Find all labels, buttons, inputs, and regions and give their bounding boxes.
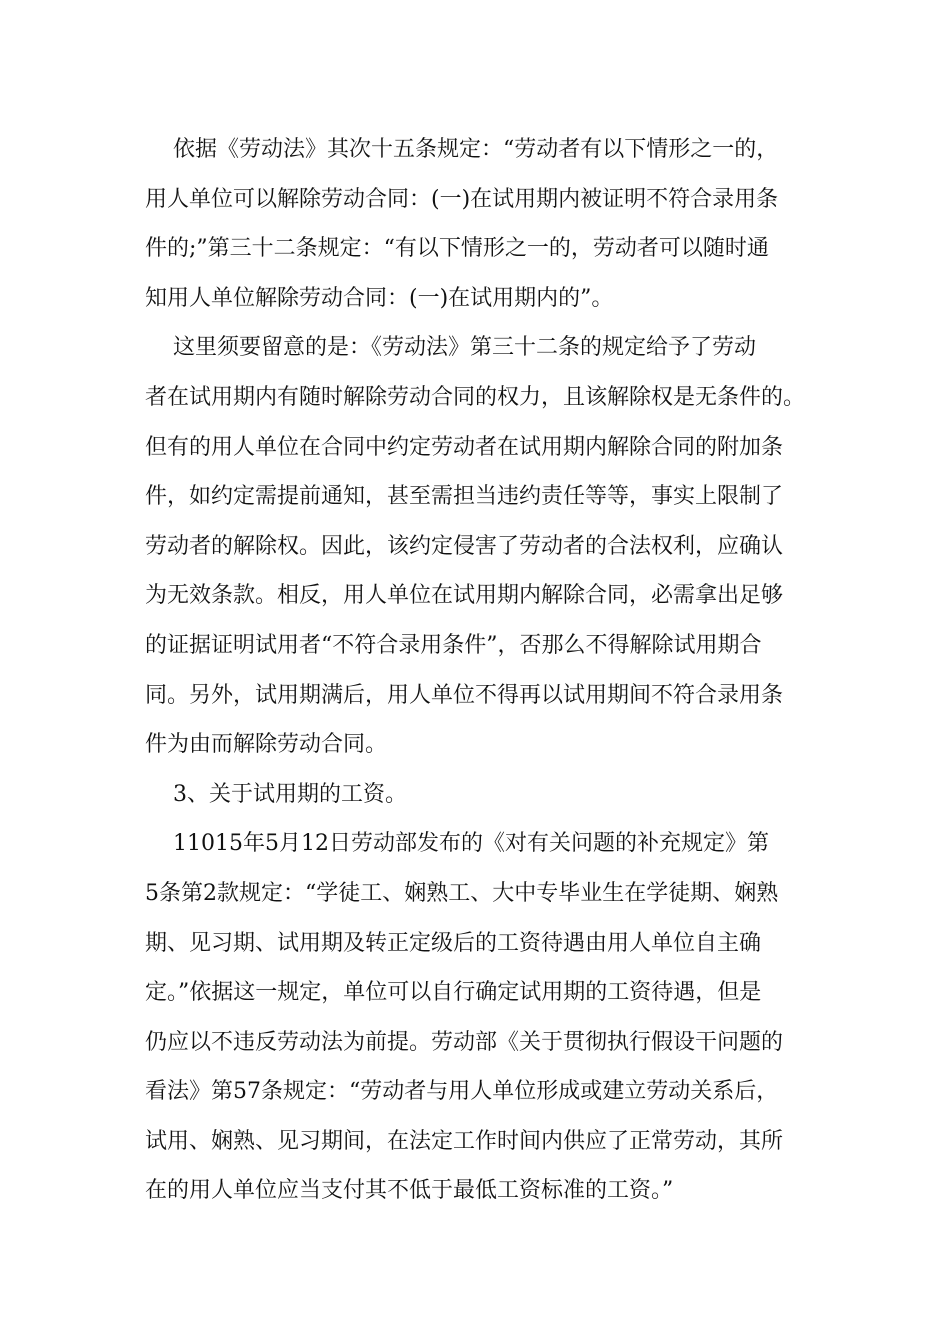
text-line: 5条第2款规定：“学徒工、娴熟工、大中专毕业生在学徒期、娴熟 [145,880,779,906]
text-line: 件，如约定需提前通知，甚至需担当违约责任等等，事实上限制了 [145,484,784,510]
text-line: 仍应以不违反劳动法为前提。劳动部《关于贯彻执行假设干问题的 [145,1029,784,1055]
text-line: 3、关于试用期的工资。 [145,781,407,807]
text-line: 件的;”第三十二条规定：“有以下情形之一的，劳动者可以随时通 [145,236,769,262]
text-line: 为无效条款。相反，用人单位在试用期内解除合同，必需拿出足够 [145,583,784,609]
text-line: 知用人单位解除劳动合同：(一)在试用期内的”。 [145,285,614,311]
text-line: 定。”依据这一规定，单位可以自行确定试用期的工资待遇，但是 [145,980,762,1006]
text-line: 同。另外，试用期满后，用人单位不得再以试用期间不符合录用条 [145,682,784,708]
text-line: 这里须要留意的是：《劳动法》第三十二条的规定给予了劳动 [145,335,756,361]
paragraph-2 [145,323,815,769]
text-line: 在的用人单位应当支付其不低于最低工资标准的工资。” [145,1178,674,1204]
text-line: 试用、娴熟、见习期间，在法定工作时间内供应了正常劳动，其所 [145,1128,784,1154]
text-line: 看法》第57条规定：“劳动者与用人单位形成或建立劳动关系后， [145,1079,779,1105]
section-heading [145,770,815,820]
paragraph-3 [145,819,815,1216]
text-line: 的证据证明试用者“不符合录用条件”，否那么不得解除试用期合 [145,632,762,658]
text-line: 期、见习期、试用期及转正定级后的工资待遇由用人单位自主确 [145,930,762,956]
text-line: 劳动者的解除权。因此，该约定侵害了劳动者的合法权利，应确认 [145,533,784,559]
text-line: 者在试用期内有随时解除劳动合同的权力，且该解除权是无条件的。 [145,384,806,410]
paragraph-1 [145,125,815,323]
text-line: 11015年5月12日劳动部发布的《对有关问题的补充规定》第 [145,831,769,857]
text-line: 但有的用人单位在合同中约定劳动者在试用期内解除合同的附加条 [145,434,784,460]
text-line: 用人单位可以解除劳动合同：(一)在试用期内被证明不符合录用条 [145,186,779,212]
text-line: 件为由而解除劳动合同。 [145,732,388,758]
text-line: 依据《劳动法》其次十五条规定：“劳动者有以下情形之一的， [145,137,779,162]
document-body [145,125,815,1216]
